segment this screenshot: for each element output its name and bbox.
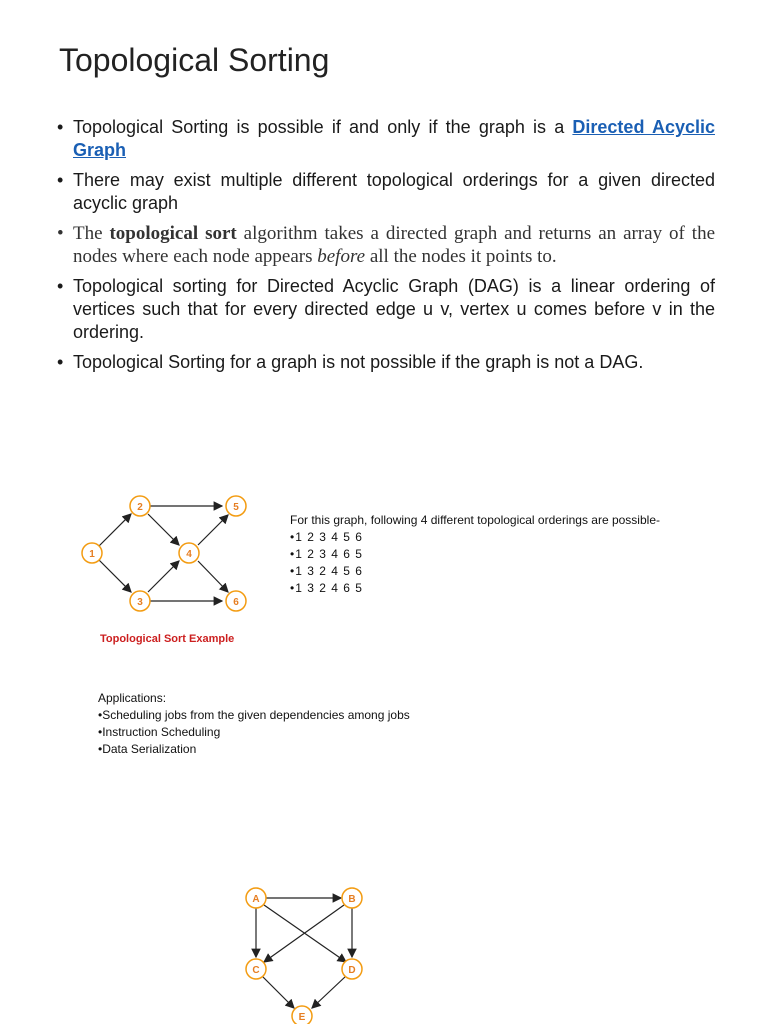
node-label: A — [252, 894, 260, 905]
bullet-text: Topological Sorting is possible if and only if the graph is a — [73, 117, 573, 137]
edge-4-6 — [198, 561, 228, 592]
node-label: 3 — [137, 597, 143, 608]
ordering-item: •1 3 2 4 5 6 — [290, 564, 363, 578]
application-item: •Instruction Scheduling — [98, 725, 221, 739]
node-label: 6 — [233, 597, 239, 608]
node-label: E — [298, 1012, 306, 1023]
ordering-item: •1 2 3 4 5 6 — [290, 530, 363, 544]
node-label: C — [252, 965, 260, 976]
edge-2-4 — [148, 514, 179, 545]
node-label: 1 — [89, 549, 95, 560]
bullet-dag-condition — [55, 116, 715, 162]
abcde-graph-diagram — [236, 882, 376, 1024]
node-label: B — [348, 894, 356, 905]
bullet-not-possible: • Topological Sorting for a graph is not possible if the graph is not a DAG. — [55, 351, 715, 374]
bullet-list — [55, 116, 715, 381]
bullet-text: all the nodes it points to. — [365, 246, 557, 267]
bullet-definition: • Topological sorting for Directed Acyclic Graph (DAG) is a linear ordering of vertices such that for every directed edge u v, vertex u comes before v in the ordering. — [55, 275, 715, 344]
orderings-block — [290, 512, 670, 597]
graph-edges — [99, 506, 228, 601]
ordering-item: •1 3 2 4 6 5 — [290, 581, 363, 595]
bold-term: topological sort — [109, 223, 237, 244]
edge-1-2 — [99, 514, 131, 546]
application-item: •Scheduling jobs from the given dependencies among jobs — [98, 708, 410, 722]
node-label: 5 — [233, 502, 239, 513]
node-label: D — [348, 965, 356, 976]
node-label: 2 — [137, 502, 143, 513]
graph-edges — [256, 898, 352, 1008]
slide-title: Topological Sorting — [59, 42, 330, 78]
orderings-intro: For this graph, following 4 different topological orderings are possible- — [290, 513, 660, 527]
bullet-text: The — [73, 223, 110, 244]
dag-link[interactable]: Directed Acyclic Graph — [73, 117, 715, 160]
application-item: •Data Serialization — [98, 742, 197, 756]
applications-heading: Applications: — [98, 691, 167, 705]
graph-caption: Topological Sort Example — [100, 633, 235, 645]
bullet-multiple-orderings: • There may exist multiple different topological orderings for a given directed acyclic graph — [55, 169, 715, 215]
edge-d-e — [312, 976, 346, 1008]
edge-1-3 — [99, 560, 131, 592]
node-label: 4 — [186, 549, 192, 560]
bullet-algorithm — [55, 222, 715, 268]
edge-4-5 — [198, 515, 228, 545]
bullet-text: algorithm takes a directed graph and returns an array of the nodes where each node appears — [73, 223, 716, 267]
topological-graph-diagram — [72, 486, 272, 626]
italic-term: before — [317, 246, 366, 267]
applications-block — [98, 690, 410, 758]
edge-3-4 — [148, 561, 179, 592]
edge-c-e — [262, 976, 294, 1008]
ordering-item: •1 2 3 4 6 5 — [290, 547, 363, 561]
